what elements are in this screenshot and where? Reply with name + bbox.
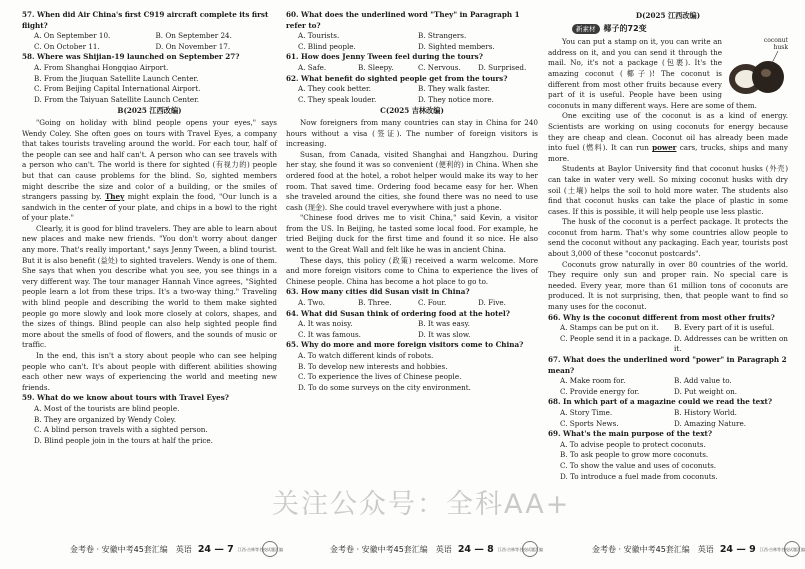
option: D. To do some surveys on the city environment.: [298, 382, 471, 392]
option: B. Strangers.: [418, 31, 467, 41]
footer-note: 江西·吉林等名校试题汇编: [497, 546, 544, 552]
option: A. Safe.: [298, 62, 327, 72]
watermark: 关注公众号：全科AA+: [272, 489, 571, 520]
option: B. On September 24.: [155, 31, 232, 41]
footer-subject: 英语: [175, 544, 192, 554]
question-68: 68. In which part of a magazine could we read the text?: [548, 397, 773, 407]
seal-icon: [522, 541, 538, 557]
option: B. It was easy.: [418, 319, 470, 329]
option: D. Five.: [478, 298, 506, 308]
option: B. They walk faster.: [418, 84, 490, 94]
rubric-title: 椰子的72变: [603, 23, 647, 33]
question-66: 66. Why is the coconut different from most other fruits?: [548, 312, 775, 322]
option: C. A blind person travels with a sighted person.: [34, 425, 208, 435]
option: C. It was famous.: [298, 329, 361, 339]
page-footer-1: [70, 540, 284, 558]
option: D. Sighted members.: [418, 41, 495, 51]
question-58: 58. Where was Shijian-19 launched on September 27?: [22, 52, 240, 62]
footer-page-number: 24 — 7: [197, 543, 234, 555]
question-63: 63. How many cities did Susan visit in China?: [286, 287, 470, 297]
option: D. They notice more.: [418, 94, 494, 104]
question-61: 61. How does Jenny Tween feel during the tours?: [286, 52, 483, 62]
option: A. They cook better.: [298, 84, 371, 94]
option: C. Provide energy for.: [560, 386, 640, 396]
passage-b-paragraph-2: Clearly, it is good for blind travelers. They are able to learn about new places and make new friends. "You don't worry about danger any more. That's really important," says Jenny Tween, a blind tourist. But it is also benefit (益处) to sighted travelers. Wendy is one of them. She says that when you describe what you see, you see things in a very different way. The tour manager Hannah Vince agrees, "Sighted people learn a lot from these trips. It's a two-way thing." Traveling with blind people and describing the world to them make sighted people go more slowly and look more closely at colors, shapes, and the sizes of things. Blind people can also help sighted people find more about the smells of food of flowers, and the sounds of music or traffic.: [22, 223, 277, 350]
footer-book-title: 金考卷 · 安徽中考45套汇编: [70, 544, 168, 554]
option: C. Nervous.: [418, 62, 461, 72]
question-60: 60. What does the underlined word "They" in Paragraph 1 refer to?: [286, 10, 520, 30]
column-2: [286, 10, 538, 393]
option: C. They speak louder.: [298, 94, 377, 104]
option: B. To ask people to grow more coconuts.: [560, 450, 709, 460]
passage-c-paragraph-3: "Chinese food drives me to visit China," said Kevin, a visitor from the US. In Beijing, he tasted some local food. For example, he tried Beijing duck for the first time and found it so nice. He also went to the Great Wall and felt like he was in ancient China.: [286, 213, 538, 255]
option: B. They are organized by Wendy Coley.: [34, 414, 176, 424]
option: D. To introduce a fuel made from coconuts.: [560, 471, 718, 481]
option: A. From Shanghai Hongqiao Airport.: [34, 62, 169, 72]
question-64: 64. What did Susan think of ordering food at the hotel?: [286, 308, 510, 318]
option: B. From the Jiuquan Satellite Launch Center.: [34, 73, 199, 83]
option: B. Sleepy.: [358, 62, 394, 72]
column-1: [22, 10, 277, 446]
option: A. Story Time.: [560, 407, 613, 417]
option: D. Surprised.: [478, 62, 527, 72]
option: C. To experience the lives of Chinese people.: [298, 372, 462, 382]
underlined-word-they: They: [104, 192, 125, 202]
page-footer-2: [330, 540, 544, 558]
option: C. From Beijing Capital International Airport.: [34, 84, 201, 94]
passage-d-paragraph-2: One exciting use of the coconut is as a kind of energy. Scientists are working on using coconuts for energy because they are cheap and clean. Coconut oil has already been made into fuel (燃料). It can run power cars, trucks, ships and many more.: [548, 111, 788, 163]
seal-icon: [262, 541, 278, 557]
option: B. Every part of it is useful.: [674, 323, 775, 333]
passage-b-paragraph-1: "Going on holiday with blind people opens your eyes," says Wendy Coley. She often goes on tours with Travel Eyes, a company that takes tourists traveling around the world. For each tour, half of the people can see and half can't. A person who can see travels with a person who can't. The world is there for sighted (有视力的) people but that can cause problems for the blind. So, sighted members might describe the size and color of a building, or the smiles of strangers passing by. They might explain the food, "Our lunch is a sandwich in the center of your plate, and chips in a bowl to the right of your plate.": [22, 117, 277, 223]
passage-d-paragraph-3: Students at Baylor University find that coconut husks (外壳) can take in water very well. So mixing coconut husks with dry soil (土壤) helps the soil to hold more water. The students also find that coconut husks can take the place of plastic in some cases. If this is possible, it will help people use less plastic.: [548, 164, 788, 216]
footer-book-title: 金考卷 · 安徽中考45套汇编: [592, 544, 690, 554]
option: C. On October 11.: [34, 41, 100, 51]
passage-c-paragraph-1: Now foreigners from many countries can stay in China for 240 hours without a visa (签证). The number of foreign visitors is increasing.: [286, 117, 538, 149]
rubric-header: [572, 24, 788, 35]
option: A. Two.: [298, 298, 325, 308]
option: D. Addresses can be written on it.: [674, 333, 788, 354]
footer-note: 江西·吉林等名校试题汇编: [759, 546, 805, 552]
option: D. It was slow.: [418, 329, 471, 339]
option: A. To advise people to protect coconuts.: [560, 439, 706, 449]
option: A. Tourists.: [298, 31, 340, 41]
option: B. Add value to.: [674, 376, 732, 386]
option: D. From the Taiyuan Satellite Launch Center.: [34, 94, 200, 104]
footer-book-title: 金考卷 · 安徽中考45套汇编: [330, 544, 428, 554]
option: A. Make room for.: [560, 376, 626, 386]
coconut-image: [726, 37, 788, 97]
passage-c-paragraph-4: These days, this policy (政策) received a warm welcome. More and more foreign visitors come to China to experience the lives of Chinese people. China has become a hot place to go to.: [286, 255, 538, 286]
option: A. It was noisy.: [298, 319, 353, 329]
question-62: 62. What benefit do sighted people get from the tours?: [286, 73, 508, 83]
option: B. Three.: [358, 298, 392, 308]
coconut-husk-label: coconut husk: [763, 37, 788, 52]
question-59: 59. What do we know about tours with Travel Eyes?: [22, 393, 229, 403]
option: A. On September 10.: [34, 31, 111, 41]
seal-icon: [784, 541, 800, 557]
footer-page-number: 24 — 9: [719, 543, 756, 555]
page-footer-3: [592, 540, 805, 558]
footer-note: 江西·吉林等名校试题汇编: [237, 546, 284, 552]
option: A. Most of the tourists are blind people.: [34, 403, 180, 413]
footer-subject: 英语: [697, 544, 714, 554]
option: B. To develop new interests and hobbies.: [298, 361, 448, 371]
passage-c-paragraph-2: Susan, from Canada, visited Shanghai and Hangzhou. During her stay, she found it was so convenient (便利的) in China. When she ordered food at the hotel, a robot helper would make its way to her room. That saved time. Ordering food became easy for her. When she traveled around the cities, she found there was no need to use cash (现金). She could travel everywhere with just a phone.: [286, 149, 538, 212]
option: C. Blind people.: [298, 41, 356, 51]
section-d-heading: D(2025 江西改编): [635, 11, 701, 20]
question-65: 65. Why do more and more foreign visitors come to China?: [286, 340, 524, 350]
option: D. Put weight on.: [674, 386, 738, 396]
footer-page-number: 24 — 8: [457, 543, 494, 555]
new-material-badge: 新素材: [572, 24, 600, 35]
question-57: 57. When did Air China's first C919 aircraft complete its first flight?: [22, 10, 269, 30]
underlined-word-power: power: [652, 143, 677, 153]
passage-d-paragraph-5: Coconuts grow naturally in over 80 countries of the world. They require only sun and proper rain. No special care is needed. Every year, more than 61 million tons of coconuts are produced. It is not surprising, then, that people want to find so many uses for the coconut.: [548, 259, 788, 312]
option: D. Blind people join in the tours at half the price.: [34, 435, 213, 445]
section-b-heading: B(2025 江西改编): [117, 106, 182, 116]
option: C. People send it in a package.: [560, 333, 672, 343]
passage-d-paragraph-4: The husk of the coconut is a perfect package. It protects the coconut from harm. That's why some countries allow people to send the coconut without any packaging. Each year, tourists post about 3,000 of these "coconut postcards".: [548, 217, 788, 259]
question-69: 69. What's the main purpose of the text?: [548, 429, 713, 439]
option: C. To show the value and uses of coconuts.: [560, 460, 717, 470]
passage-b-paragraph-3: In the end, this isn't a story about people who can see helping people who can't. It's about people with different abilities showing each other new ways of experiencing the world and meeting new friends.: [22, 351, 277, 392]
option: D. Amazing Nature.: [674, 418, 747, 428]
option: D. On November 17.: [155, 41, 231, 51]
option: C. Four.: [418, 298, 447, 308]
option: C. Sports News.: [560, 418, 619, 428]
question-67: 67. What does the underlined word "power" in Paragraph 2 mean?: [548, 355, 787, 375]
option: A. To watch different kinds of robots.: [298, 351, 434, 360]
passage-d-paragraph-1: You can put a stamp on it, you can write an address on it, and you can send it through the mail. No, it's not a package (包裹). It's the amazing coconut (椰子)! The coconut is different from most other fruits because every part of it is useful. People have been using coconuts in many different ways. Here are some of them.: [548, 37, 757, 110]
option: A. Stamps can be put on it.: [560, 323, 659, 333]
footer-subject: 英语: [435, 544, 452, 554]
section-c-heading: C(2025 吉林改编): [380, 106, 444, 116]
column-3: [548, 10, 788, 482]
option: B. History World.: [674, 407, 737, 417]
